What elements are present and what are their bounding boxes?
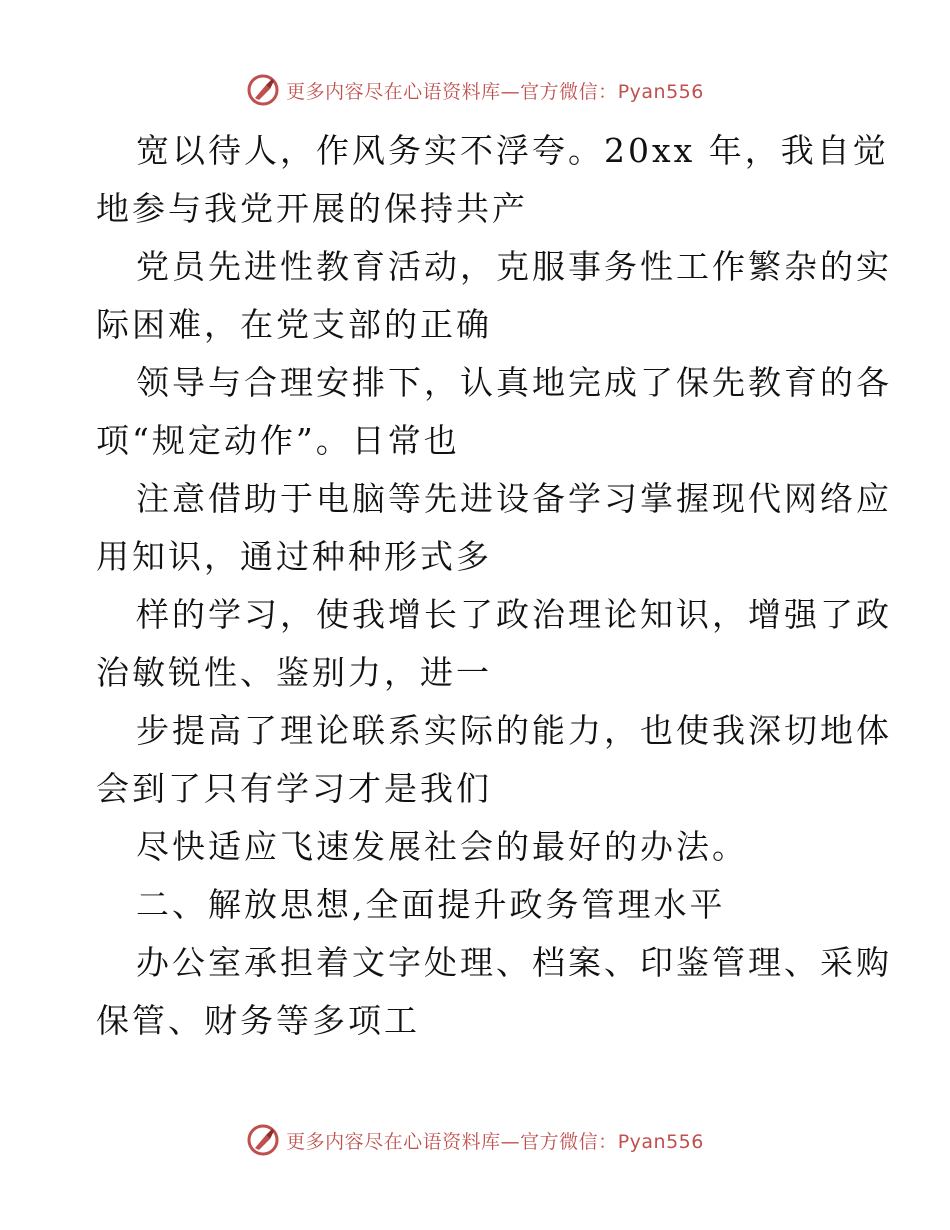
header-banner-text — [286, 77, 704, 104]
text-line: 注意借助于电脑等先进设备学习掌握现代网络应 — [136, 479, 892, 518]
banner-contact: Pyan556 — [617, 1130, 704, 1153]
text-line: 地参与我党开展的保持共产 — [96, 189, 528, 228]
text-line: 领导与合理安排下，认真地完成了保先教育的各 — [136, 363, 892, 402]
header-banner — [0, 70, 950, 110]
pen-nib-logo-icon — [246, 1123, 280, 1157]
section-heading: 二、解放思想,全面提升政务管理水平 — [136, 885, 726, 924]
text-line: 项“规定动作”。日常也 — [96, 421, 460, 460]
document-body — [96, 122, 892, 1050]
text-line: 党员先进性教育活动，克服事务性工作繁杂的实 — [136, 247, 892, 286]
banner-contact: Pyan556 — [617, 80, 704, 103]
text-line: 步提高了理论联系实际的能力，也使我深切地体 — [136, 711, 892, 750]
text-line: 保管、财务等多项工 — [96, 1001, 420, 1040]
pen-nib-logo-icon — [246, 73, 280, 107]
text-line: 样的学习，使我增长了政治理论知识，增强了政 — [136, 595, 892, 634]
footer-banner-text — [286, 1127, 704, 1154]
text-line: 办公室承担着文字处理、档案、印鉴管理、采购 — [136, 943, 892, 982]
banner-separator: — — [500, 1130, 521, 1153]
text-line: 宽以待人，作风务实不浮夸。20xx 年，我自觉 — [136, 131, 889, 170]
banner-site-name: 更多内容尽在心语资料库 — [286, 80, 501, 103]
text-line: 际困难，在党支部的正确 — [96, 305, 492, 344]
banner-site-name: 更多内容尽在心语资料库 — [286, 1130, 501, 1153]
banner-separator: — — [500, 80, 521, 103]
text-line: 治敏锐性、鉴别力，进一 — [96, 653, 492, 692]
footer-banner — [0, 1120, 950, 1160]
banner-label: 官方微信： — [520, 1130, 618, 1153]
banner-label: 官方微信： — [520, 80, 618, 103]
text-line: 会到了只有学习才是我们 — [96, 769, 492, 808]
text-line: 用知识，通过种种形式多 — [96, 537, 492, 576]
text-line: 尽快适应飞速发展社会的最好的办法。 — [136, 827, 748, 866]
